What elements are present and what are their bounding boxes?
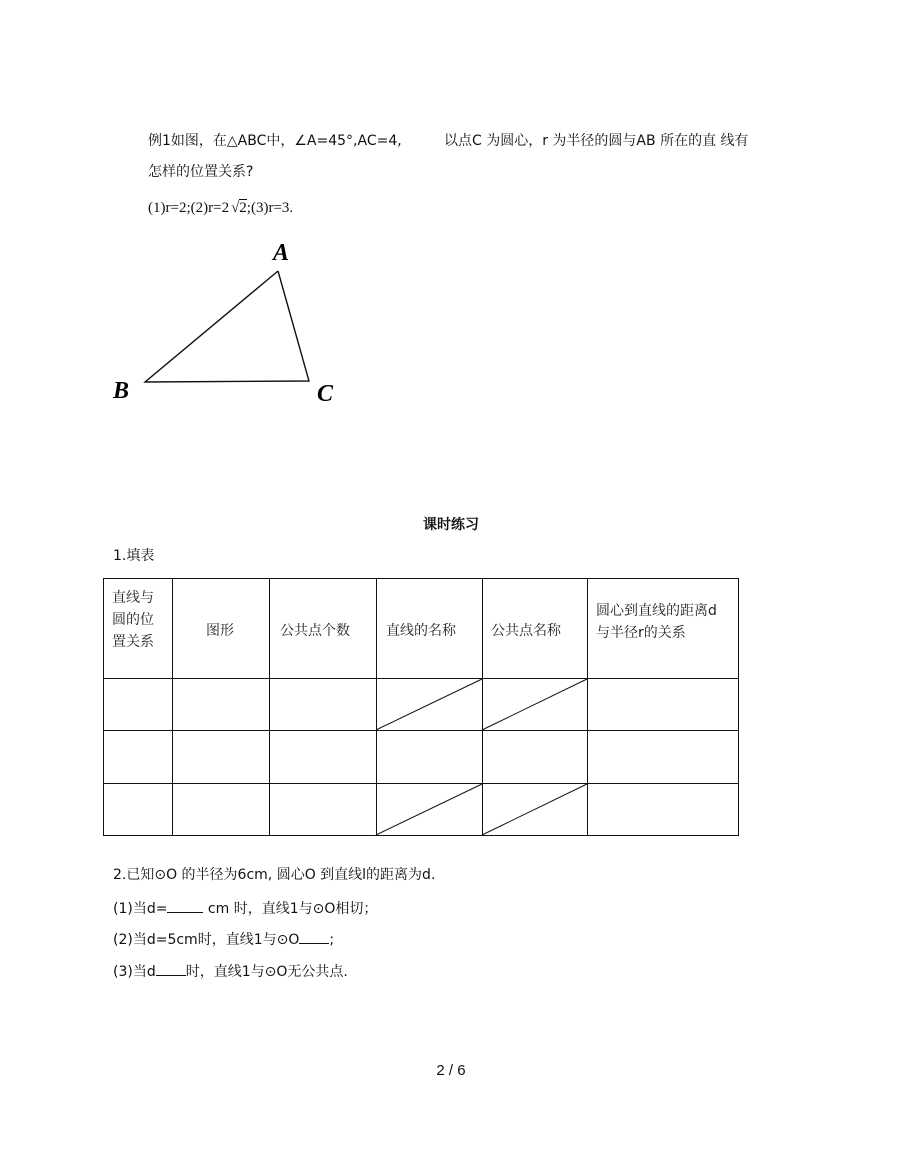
answer-blank[interactable] [167, 898, 203, 913]
practice-title: 课时练习 [423, 517, 479, 533]
example-line1-b: 以点C 为圆心，r 为半径的圆与AB 所在的直 线有 [444, 133, 749, 149]
header-common-point-count: 公共点个数 [280, 623, 350, 639]
header-position-relation [112, 587, 154, 653]
question-2-part1 [113, 898, 377, 919]
question-coef: 2 [221, 200, 230, 216]
page-number: 2 / 6 [436, 1062, 466, 1079]
part1-suffix: cm 时，直线1与⊙O相切； [207, 901, 378, 917]
header-line: 圆心到直线的距离d [596, 603, 717, 619]
header-common-point-name: 公共点名称 [491, 623, 561, 639]
vertex-a-label: A [273, 240, 290, 266]
part3-suffix: 时，直线1与⊙O无公共点. [185, 964, 348, 980]
part2-prefix: (2)当d=5cm时，直线1与⊙O [113, 932, 300, 948]
answer-blank[interactable] [299, 929, 329, 944]
example-questions [148, 198, 293, 218]
question-2-part3 [113, 961, 348, 982]
question-part1: (1)r=2;(2)r= [148, 200, 222, 216]
header-figure: 图形 [206, 623, 234, 639]
question-2-part2 [113, 929, 334, 950]
answer-blank[interactable] [156, 961, 186, 976]
part3-prefix: (3)当d [113, 964, 156, 980]
cell-diagonal [482, 679, 587, 730]
sqrt-radicand: 2 [239, 200, 247, 216]
question-1: 1.填表 [113, 548, 155, 564]
sqrt-sign [229, 198, 247, 218]
cell-diagonal [376, 784, 482, 835]
example-line2: 怎样的位置关系? [148, 164, 254, 180]
header-line: 与半径r的关系 [596, 625, 686, 641]
cell-diagonal [376, 679, 482, 730]
triangle-figure [100, 230, 360, 420]
question-part3: ;(3)r=3. [246, 200, 294, 216]
header-line: 圆的位 [112, 612, 154, 628]
part1-prefix: (1)当d= [113, 901, 168, 917]
vertex-b-label: B [113, 378, 130, 404]
question-2-stem: 2.已知⊙O 的半径为6cm, 圆心O 到直线l的距离为d. [113, 867, 436, 883]
part2-suffix: ; [329, 932, 335, 948]
header-line: 置关系 [112, 634, 154, 650]
header-line: 直线与 [112, 590, 154, 606]
sqrt-symbol: √ [231, 200, 240, 216]
cell-diagonal [482, 784, 587, 835]
header-line-name: 直线的名称 [386, 623, 456, 639]
example-line1-a: 例1如图，在△ABC中，∠A=45°,AC=4, [148, 133, 402, 149]
header-distance-relation [596, 600, 717, 644]
vertex-c-label: C [317, 381, 334, 407]
triangle-outline [145, 271, 309, 382]
